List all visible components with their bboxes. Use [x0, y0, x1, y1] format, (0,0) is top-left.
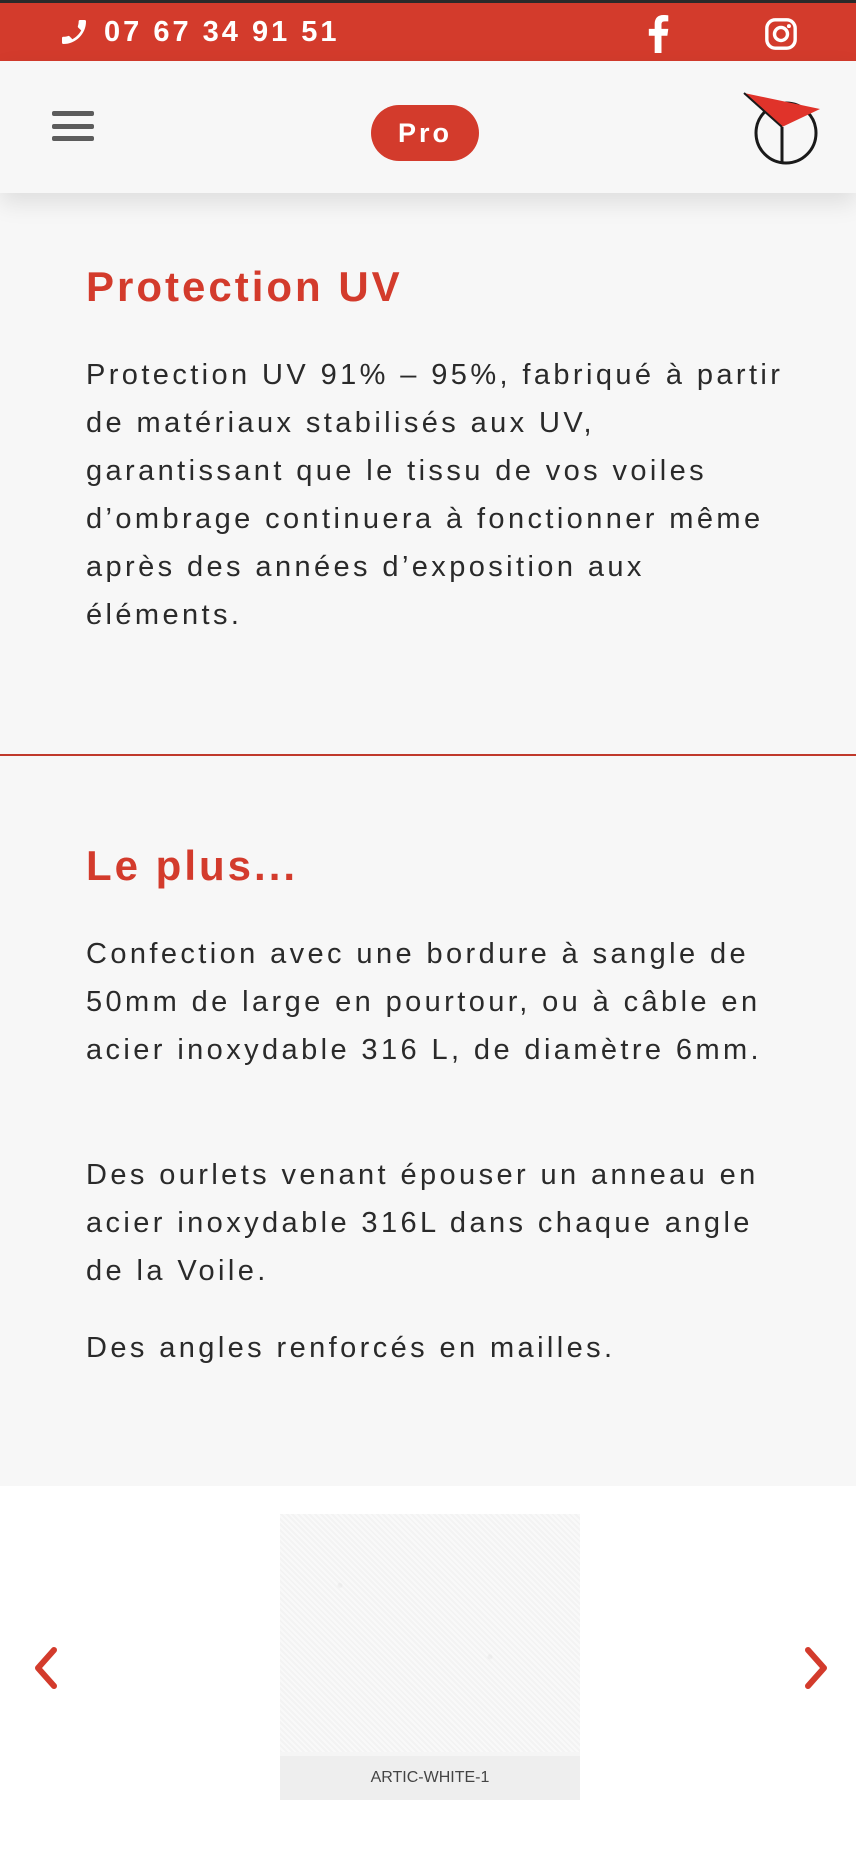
- hamburger-menu-icon[interactable]: [52, 111, 94, 141]
- uv-section-title: Protection UV: [86, 263, 403, 310]
- phone-link[interactable]: [58, 13, 340, 51]
- uv-section-text: Protection UV 91% – 95%, fabriqué à partir de matériaux stabilisés aux UV, garantissant que le tissu de vos voiles d’ombrage continuera à fonctionner même après des années d’exposition aux éléments.: [86, 359, 784, 631]
- pro-button[interactable]: Pro: [371, 105, 479, 161]
- chevron-right-icon[interactable]: [796, 1638, 836, 1698]
- uv-protection-section: [0, 193, 856, 755]
- extras-paragraph: Confection avec une bordure à sangle de 50mm de large en pourtour, ou à câble en acier inoxydable 316 L, de diamètre 6mm.: [86, 938, 763, 1066]
- shade-sail-logo[interactable]: [740, 87, 824, 167]
- extras-paragraph: Des angles renforcés en mailles.: [86, 1332, 616, 1364]
- phone-icon: [58, 16, 90, 48]
- chevron-left-icon[interactable]: [26, 1638, 66, 1698]
- top-contact-bar: [0, 0, 856, 61]
- extras-paragraph: Des ourlets venant épouser un anneau en acier inoxydable 316L dans chaque angle de la Voile.: [86, 1159, 759, 1287]
- site-header: [0, 61, 856, 193]
- fabric-swatch[interactable]: [280, 1514, 580, 1800]
- instagram-icon[interactable]: [764, 17, 798, 51]
- fabric-swatch-image: [280, 1514, 580, 1752]
- extras-section-title: Le plus...: [86, 842, 299, 889]
- phone-number: 07 67 34 91 51: [104, 15, 340, 48]
- extras-section: [0, 756, 856, 1486]
- fabric-swatch-caption: ARTIC-WHITE-1: [280, 1756, 580, 1800]
- facebook-icon[interactable]: [644, 15, 672, 53]
- fabric-carousel: [0, 1486, 856, 1862]
